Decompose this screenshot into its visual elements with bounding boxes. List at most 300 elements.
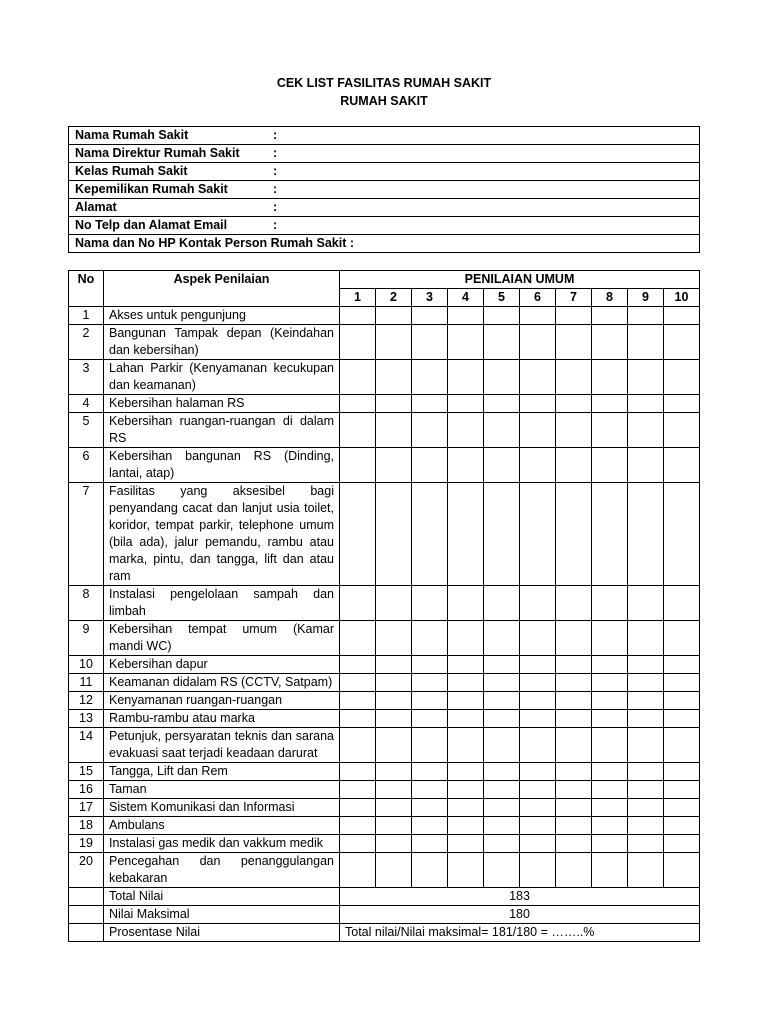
score-cell[interactable] [628, 781, 664, 799]
row-aspek: Instalasi gas medik dan vakkum medik [104, 835, 340, 853]
score-cell[interactable] [592, 728, 628, 763]
score-cell[interactable] [448, 692, 484, 710]
score-cell[interactable] [484, 483, 520, 586]
score-cell[interactable] [376, 586, 412, 621]
score-cell[interactable] [412, 728, 448, 763]
score-cell[interactable] [376, 395, 412, 413]
score-cell[interactable] [412, 817, 448, 835]
score-cell[interactable] [520, 692, 556, 710]
score-cell[interactable] [628, 799, 664, 817]
score-cell[interactable] [340, 656, 376, 674]
score-cell[interactable] [592, 483, 628, 586]
header-aspek: Aspek Penilaian [104, 271, 340, 307]
score-cell[interactable] [340, 835, 376, 853]
row-aspek: Bangunan Tampak depan (Keindahan dan kebersihan) [104, 325, 340, 360]
score-cell[interactable] [448, 483, 484, 586]
nilai-maksimal-value[interactable]: 180 [340, 906, 700, 924]
table-row [69, 763, 700, 781]
info-label: Kepemilikan Rumah Sakit [69, 181, 268, 199]
info-label: No Telp dan Alamat Email [69, 217, 268, 235]
score-cell[interactable] [664, 817, 700, 835]
score-cell[interactable] [340, 710, 376, 728]
score-cell[interactable] [340, 799, 376, 817]
row-aspek: Instalasi pengelolaan sampah dan limbah [104, 586, 340, 621]
score-cell[interactable] [592, 307, 628, 325]
info-row [69, 217, 700, 235]
score-cell[interactable] [628, 360, 664, 395]
row-number: 13 [69, 710, 104, 728]
row-aspek: Kebersihan bangunan RS (Dinding, lantai, atap) [104, 448, 340, 483]
score-cell[interactable] [628, 692, 664, 710]
score-cell[interactable] [412, 395, 448, 413]
table-row [69, 325, 700, 360]
row-number: 8 [69, 586, 104, 621]
info-row [69, 127, 700, 145]
score-cell[interactable] [664, 586, 700, 621]
score-cell[interactable] [448, 307, 484, 325]
table-row [69, 448, 700, 483]
row-aspek: Rambu-rambu atau marka [104, 710, 340, 728]
score-cell[interactable] [520, 307, 556, 325]
row-number: 4 [69, 395, 104, 413]
score-cell[interactable] [340, 448, 376, 483]
score-cell[interactable] [664, 621, 700, 656]
score-cell[interactable] [628, 307, 664, 325]
info-label: Alamat [69, 199, 268, 217]
row-number: 6 [69, 448, 104, 483]
score-cell[interactable] [556, 448, 592, 483]
score-header-9: 9 [628, 289, 664, 307]
score-cell[interactable] [556, 325, 592, 360]
score-cell[interactable] [592, 835, 628, 853]
total-nilai-value[interactable]: 183 [340, 888, 700, 906]
score-cell[interactable] [556, 413, 592, 448]
score-header-1: 1 [340, 289, 376, 307]
info-value-field[interactable]: : [267, 181, 700, 199]
score-cell[interactable] [592, 799, 628, 817]
score-cell[interactable] [340, 621, 376, 656]
table-row [69, 307, 700, 325]
score-header-7: 7 [556, 289, 592, 307]
score-cell[interactable] [448, 586, 484, 621]
row-number: 12 [69, 692, 104, 710]
score-cell[interactable] [412, 325, 448, 360]
prosentase-nilai-label: Prosentase Nilai [104, 924, 340, 942]
score-cell[interactable] [520, 656, 556, 674]
score-cell[interactable] [412, 781, 448, 799]
score-cell[interactable] [520, 853, 556, 888]
score-cell[interactable] [664, 325, 700, 360]
score-cell[interactable] [484, 835, 520, 853]
score-cell[interactable] [448, 799, 484, 817]
score-cell[interactable] [628, 395, 664, 413]
hospital-info-table [68, 126, 700, 253]
score-cell[interactable] [556, 656, 592, 674]
score-header-5: 5 [484, 289, 520, 307]
score-cell[interactable] [628, 621, 664, 656]
score-cell[interactable] [520, 395, 556, 413]
score-cell[interactable] [484, 586, 520, 621]
prosentase-nilai-row [69, 924, 700, 942]
score-cell[interactable] [556, 817, 592, 835]
score-cell[interactable] [448, 448, 484, 483]
score-cell[interactable] [376, 325, 412, 360]
score-cell[interactable] [628, 448, 664, 483]
score-cell[interactable] [556, 483, 592, 586]
score-cell[interactable] [628, 586, 664, 621]
score-cell[interactable] [340, 325, 376, 360]
score-cell[interactable] [412, 656, 448, 674]
score-cell[interactable] [376, 835, 412, 853]
score-cell[interactable] [484, 325, 520, 360]
score-cell[interactable] [376, 781, 412, 799]
score-cell[interactable] [376, 692, 412, 710]
score-cell[interactable] [340, 483, 376, 586]
score-cell[interactable] [628, 763, 664, 781]
score-cell[interactable] [484, 692, 520, 710]
table-row [69, 656, 700, 674]
score-cell[interactable] [520, 710, 556, 728]
table-row [69, 835, 700, 853]
row-number: 3 [69, 360, 104, 395]
score-cell[interactable] [484, 307, 520, 325]
info-label: Nama Rumah Sakit [69, 127, 268, 145]
score-cell[interactable] [556, 781, 592, 799]
info-row [69, 199, 700, 217]
score-cell[interactable] [376, 763, 412, 781]
score-cell[interactable] [484, 853, 520, 888]
row-aspek: Lahan Parkir (Kenyamanan kecukupan dan keamanan) [104, 360, 340, 395]
score-cell[interactable] [520, 674, 556, 692]
row-number: 7 [69, 483, 104, 586]
score-cell[interactable] [628, 853, 664, 888]
score-cell[interactable] [592, 360, 628, 395]
score-cell[interactable] [520, 781, 556, 799]
score-cell[interactable] [412, 360, 448, 395]
score-cell[interactable] [376, 674, 412, 692]
score-cell[interactable] [412, 692, 448, 710]
score-cell[interactable] [628, 656, 664, 674]
row-aspek: Ambulans [104, 817, 340, 835]
score-cell[interactable] [376, 621, 412, 656]
score-cell[interactable] [340, 692, 376, 710]
score-cell[interactable] [448, 781, 484, 799]
score-cell[interactable] [340, 763, 376, 781]
table-row [69, 674, 700, 692]
score-cell[interactable] [376, 728, 412, 763]
row-aspek: Kebersihan ruangan-ruangan di dalam RS [104, 413, 340, 448]
score-cell[interactable] [484, 674, 520, 692]
header-penilaian-umum: PENILAIAN UMUM [340, 271, 700, 289]
score-cell[interactable] [628, 728, 664, 763]
row-number: 18 [69, 817, 104, 835]
table-row [69, 781, 700, 799]
score-cell[interactable] [664, 853, 700, 888]
score-cell[interactable] [520, 586, 556, 621]
score-header-4: 4 [448, 289, 484, 307]
info-value-field[interactable]: : [267, 127, 700, 145]
score-header-3: 3 [412, 289, 448, 307]
score-cell[interactable] [592, 781, 628, 799]
row-aspek: Kebersihan dapur [104, 656, 340, 674]
row-number: 17 [69, 799, 104, 817]
score-cell[interactable] [340, 586, 376, 621]
score-cell[interactable] [664, 656, 700, 674]
score-cell[interactable] [484, 799, 520, 817]
row-number: 5 [69, 413, 104, 448]
score-cell[interactable] [340, 781, 376, 799]
score-cell[interactable] [520, 763, 556, 781]
info-label: Kelas Rumah Sakit [69, 163, 268, 181]
score-cell[interactable] [376, 413, 412, 448]
row-aspek: Petunjuk, persyaratan teknis dan sarana evakuasi saat terjadi keadaan darurat [104, 728, 340, 763]
document-subtitle: RUMAH SAKIT [340, 94, 428, 108]
score-cell[interactable] [340, 360, 376, 395]
score-cell[interactable] [340, 728, 376, 763]
score-cell[interactable] [448, 413, 484, 448]
score-cell[interactable] [376, 853, 412, 888]
score-cell[interactable] [376, 307, 412, 325]
score-cell[interactable] [664, 360, 700, 395]
table-row [69, 621, 700, 656]
row-aspek: Fasilitas yang aksesibel bagi penyandang cacat dan lanjut usia toilet, koridor, tempat parkir, telephone umum (bila ada), jalur pemandu, rambu atau marka, pintu, dan tangga, lift dan atau ram [104, 483, 340, 586]
score-cell[interactable] [520, 483, 556, 586]
score-cell[interactable] [592, 586, 628, 621]
score-header-8: 8 [592, 289, 628, 307]
score-cell[interactable] [556, 360, 592, 395]
row-aspek: Tangga, Lift dan Rem [104, 763, 340, 781]
score-cell[interactable] [412, 763, 448, 781]
score-cell[interactable] [484, 448, 520, 483]
row-aspek: Taman [104, 781, 340, 799]
score-cell[interactable] [376, 817, 412, 835]
row-aspek: Kebersihan tempat umum (Kamar mandi WC) [104, 621, 340, 656]
score-cell[interactable] [628, 413, 664, 448]
score-cell[interactable] [484, 817, 520, 835]
table-row [69, 817, 700, 835]
score-cell[interactable] [520, 817, 556, 835]
score-cell[interactable] [412, 853, 448, 888]
prosentase-nilai-value[interactable]: Total nilai/Nilai maksimal= 181/180 = ……..% [340, 924, 700, 942]
score-header-6: 6 [520, 289, 556, 307]
score-cell[interactable] [664, 395, 700, 413]
score-cell[interactable] [664, 674, 700, 692]
score-cell[interactable] [412, 621, 448, 656]
score-cell[interactable] [628, 483, 664, 586]
score-cell[interactable] [592, 674, 628, 692]
score-cell[interactable] [412, 586, 448, 621]
table-row [69, 799, 700, 817]
info-label[interactable]: Nama dan No HP Kontak Person Rumah Sakit : [69, 235, 700, 253]
score-cell[interactable] [484, 710, 520, 728]
row-number: 16 [69, 781, 104, 799]
info-value-field[interactable]: : [267, 145, 700, 163]
score-header-2: 2 [376, 289, 412, 307]
row-number: 15 [69, 763, 104, 781]
info-value-field[interactable]: : [267, 199, 700, 217]
score-cell[interactable] [340, 853, 376, 888]
score-cell[interactable] [448, 395, 484, 413]
score-cell[interactable] [340, 395, 376, 413]
total-nilai-row [69, 888, 700, 906]
score-cell[interactable] [412, 835, 448, 853]
score-cell[interactable] [664, 728, 700, 763]
score-cell[interactable] [448, 817, 484, 835]
score-cell[interactable] [520, 448, 556, 483]
score-cell[interactable] [556, 692, 592, 710]
row-number: 20 [69, 853, 104, 888]
score-cell[interactable] [556, 799, 592, 817]
table-row [69, 395, 700, 413]
score-cell[interactable] [664, 835, 700, 853]
score-cell[interactable] [340, 817, 376, 835]
score-cell[interactable] [592, 325, 628, 360]
score-cell[interactable] [556, 307, 592, 325]
info-value-field[interactable]: : [267, 217, 700, 235]
score-cell[interactable] [520, 621, 556, 656]
nilai-maksimal-label: Nilai Maksimal [104, 906, 340, 924]
score-cell[interactable] [592, 710, 628, 728]
score-cell[interactable] [448, 325, 484, 360]
nilai-maksimal-row [69, 906, 700, 924]
score-cell[interactable] [628, 674, 664, 692]
score-cell[interactable] [376, 360, 412, 395]
score-cell[interactable] [556, 395, 592, 413]
score-cell[interactable] [340, 307, 376, 325]
score-cell[interactable] [412, 799, 448, 817]
row-aspek: Sistem Komunikasi dan Informasi [104, 799, 340, 817]
score-cell[interactable] [664, 781, 700, 799]
score-cell[interactable] [556, 728, 592, 763]
score-cell[interactable] [664, 483, 700, 586]
score-cell[interactable] [556, 835, 592, 853]
score-cell[interactable] [376, 483, 412, 586]
row-number: 11 [69, 674, 104, 692]
score-cell[interactable] [484, 656, 520, 674]
score-cell[interactable] [592, 763, 628, 781]
score-cell[interactable] [412, 710, 448, 728]
score-cell[interactable] [592, 853, 628, 888]
score-cell[interactable] [628, 817, 664, 835]
score-cell[interactable] [412, 307, 448, 325]
score-cell[interactable] [520, 799, 556, 817]
info-label: Nama Direktur Rumah Sakit [69, 145, 268, 163]
header-no: No [69, 271, 104, 307]
document-title: CEK LIST FASILITAS RUMAH SAKIT [276, 76, 492, 90]
score-cell[interactable] [412, 448, 448, 483]
score-cell[interactable] [520, 325, 556, 360]
score-cell[interactable] [628, 835, 664, 853]
row-aspek: Pencegahan dan penanggulangan kebakaran [104, 853, 340, 888]
table-row [69, 586, 700, 621]
info-row [69, 235, 700, 253]
score-cell[interactable] [448, 621, 484, 656]
score-cell[interactable] [664, 799, 700, 817]
score-cell[interactable] [412, 674, 448, 692]
table-row [69, 710, 700, 728]
row-number: 9 [69, 621, 104, 656]
score-cell[interactable] [448, 674, 484, 692]
table-row [69, 692, 700, 710]
score-cell[interactable] [448, 853, 484, 888]
row-aspek: Kenyamanan ruangan-ruangan [104, 692, 340, 710]
score-cell[interactable] [664, 307, 700, 325]
score-cell[interactable] [520, 360, 556, 395]
score-cell[interactable] [484, 360, 520, 395]
table-row [69, 360, 700, 395]
row-number: 2 [69, 325, 104, 360]
score-cell[interactable] [628, 710, 664, 728]
score-cell[interactable] [592, 395, 628, 413]
total-nilai-label: Total Nilai [104, 888, 340, 906]
score-cell[interactable] [448, 360, 484, 395]
score-cell[interactable] [556, 853, 592, 888]
info-row [69, 163, 700, 181]
score-cell[interactable] [376, 656, 412, 674]
score-cell[interactable] [412, 483, 448, 586]
empty-cell [69, 888, 104, 906]
score-cell[interactable] [664, 692, 700, 710]
score-cell[interactable] [340, 413, 376, 448]
score-cell[interactable] [592, 656, 628, 674]
score-cell[interactable] [448, 710, 484, 728]
score-cell[interactable] [556, 710, 592, 728]
score-cell[interactable] [556, 763, 592, 781]
score-cell[interactable] [484, 763, 520, 781]
row-number: 19 [69, 835, 104, 853]
row-aspek: Kebersihan halaman RS [104, 395, 340, 413]
score-cell[interactable] [592, 413, 628, 448]
score-cell[interactable] [484, 728, 520, 763]
score-cell[interactable] [448, 763, 484, 781]
score-cell[interactable] [556, 674, 592, 692]
table-row [69, 483, 700, 586]
score-cell[interactable] [592, 692, 628, 710]
info-value-field[interactable]: : [267, 163, 700, 181]
table-row [69, 728, 700, 763]
score-cell[interactable] [376, 448, 412, 483]
row-number: 1 [69, 307, 104, 325]
score-cell[interactable] [664, 413, 700, 448]
score-cell[interactable] [556, 621, 592, 656]
score-cell[interactable] [376, 799, 412, 817]
score-cell[interactable] [664, 763, 700, 781]
score-cell[interactable] [664, 448, 700, 483]
score-cell[interactable] [484, 395, 520, 413]
score-cell[interactable] [484, 621, 520, 656]
score-cell[interactable] [484, 413, 520, 448]
score-cell[interactable] [448, 656, 484, 674]
table-row [69, 853, 700, 888]
score-cell[interactable] [592, 817, 628, 835]
row-number: 14 [69, 728, 104, 763]
row-aspek: Keamanan didalam RS (CCTV, Satpam) [104, 674, 340, 692]
score-cell[interactable] [484, 781, 520, 799]
score-cell[interactable] [412, 413, 448, 448]
score-cell[interactable] [520, 835, 556, 853]
score-cell[interactable] [376, 710, 412, 728]
score-cell[interactable] [592, 448, 628, 483]
score-cell[interactable] [340, 674, 376, 692]
score-cell[interactable] [592, 621, 628, 656]
score-cell[interactable] [520, 728, 556, 763]
score-cell[interactable] [448, 728, 484, 763]
score-cell[interactable] [664, 710, 700, 728]
score-cell[interactable] [556, 586, 592, 621]
score-cell[interactable] [628, 325, 664, 360]
score-cell[interactable] [520, 413, 556, 448]
score-cell[interactable] [448, 835, 484, 853]
